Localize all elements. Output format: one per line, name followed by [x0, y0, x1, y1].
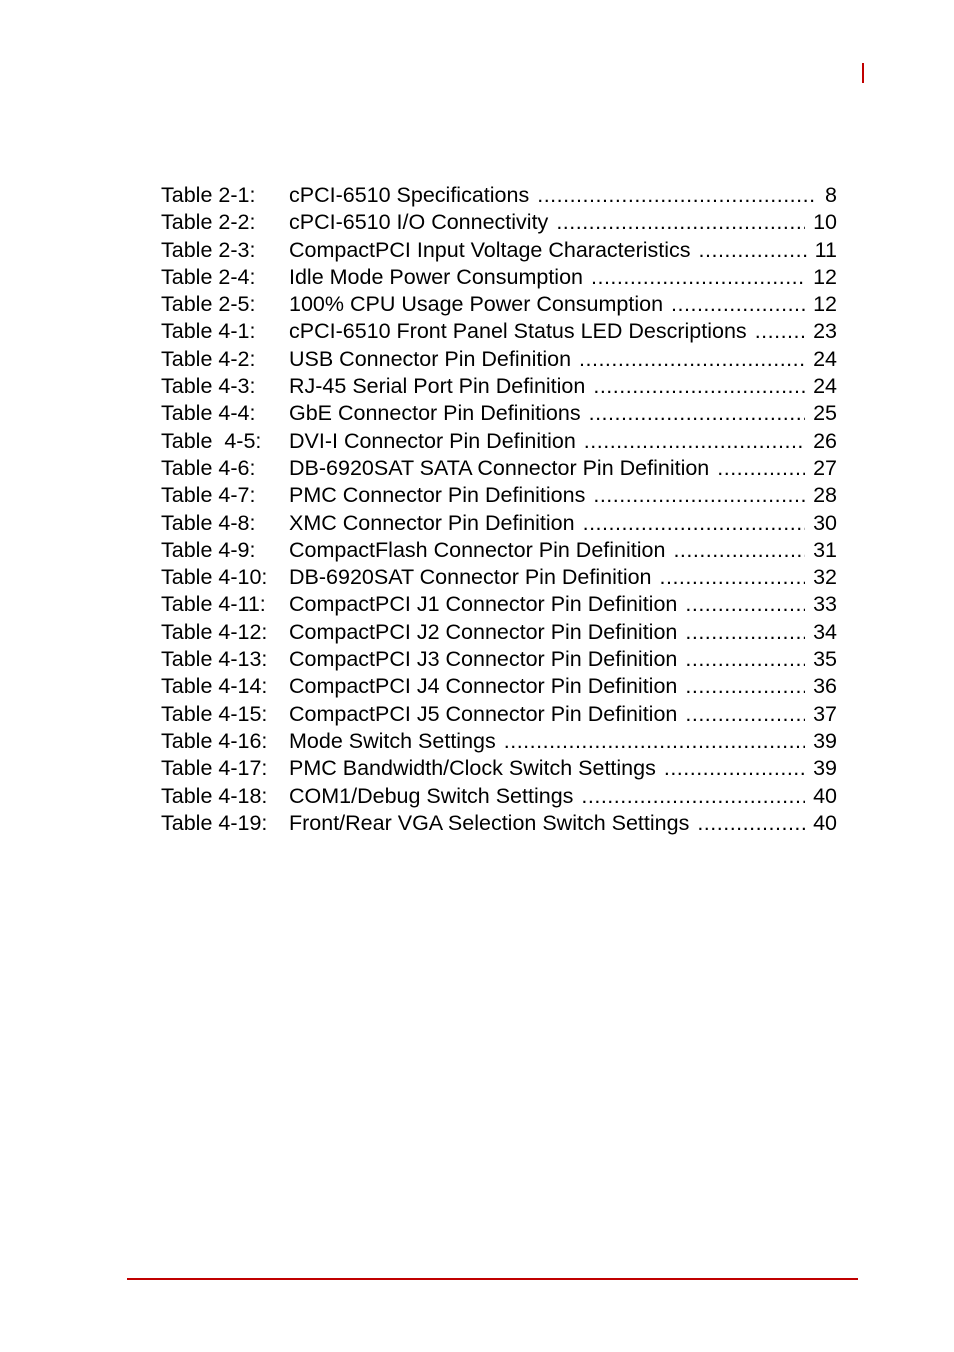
toc-entry-label: Table 4-12:: [161, 619, 268, 644]
toc-dot-leader: [664, 755, 805, 782]
toc-entry-page: 11: [814, 237, 837, 262]
header-marker: [862, 63, 864, 83]
toc-entry[interactable]: [161, 646, 837, 673]
toc-dot-leader: [593, 373, 805, 400]
toc-entry-title: cPCI-6510 Specifications: [289, 183, 530, 207]
toc-entry-page: 39: [813, 756, 837, 781]
toc-entry-label: Table 4-13:: [161, 647, 268, 672]
toc-dot-leader: [589, 400, 805, 427]
toc-entry-label: Table 4-16:: [161, 728, 268, 753]
toc-entry-label: Table 4-9:: [161, 537, 256, 562]
toc-entry-title: Mode Switch Settings: [289, 728, 496, 753]
toc-entry-title: CompactPCI Input Voltage Characteristics: [289, 237, 691, 262]
toc-entry-title: CompactPCI J5 Connector Pin Definition: [289, 701, 678, 726]
toc-dot-leader: [584, 428, 805, 455]
footer-rule: [127, 1278, 858, 1280]
toc-dot-leader: [660, 564, 806, 591]
list-of-tables: [161, 182, 837, 837]
toc-entry-label: Table 4-3:: [161, 374, 256, 399]
toc-entry-page: 40: [813, 810, 837, 835]
toc-entry-title: DB-6920SAT Connector Pin Definition: [289, 565, 652, 590]
toc-entry[interactable]: [161, 318, 837, 345]
toc-entry[interactable]: [161, 783, 837, 810]
toc-dot-leader: [685, 646, 805, 673]
toc-entry-page: 12: [813, 292, 837, 317]
toc-dot-leader: [556, 209, 805, 236]
toc-entry-label: Table 4-4:: [161, 401, 256, 426]
toc-dot-leader: [685, 591, 805, 618]
toc-entry-title: cPCI-6510 Front Panel Status LED Descriptions: [289, 319, 747, 344]
toc-entry-title: RJ-45 Serial Port Pin Definition: [289, 374, 586, 399]
toc-dot-leader: [755, 318, 805, 345]
toc-entry-label: Table 4-7:: [161, 483, 256, 508]
toc-entry-title: GbE Connector Pin Definitions: [289, 401, 581, 426]
toc-entry[interactable]: [161, 537, 837, 564]
toc-entry[interactable]: [161, 373, 837, 400]
toc-entry-page: 24: [813, 346, 837, 371]
toc-entry[interactable]: [161, 264, 837, 291]
toc-entry-page: 31: [813, 537, 837, 562]
toc-dot-leader: [581, 783, 805, 810]
toc-entry-title: CompactFlash Connector Pin Definition: [289, 537, 666, 562]
toc-entry[interactable]: [161, 237, 837, 264]
toc-dot-leader: [699, 237, 807, 264]
toc-entry-page: 28: [813, 483, 837, 508]
toc-entry-title: CompactPCI J4 Connector Pin Definition: [289, 674, 678, 699]
toc-entry[interactable]: [161, 455, 837, 482]
toc-entry-label: Table 4-6:: [161, 455, 256, 480]
toc-entry[interactable]: [161, 564, 837, 591]
toc-entry-title: CompactPCI J3 Connector Pin Definition: [289, 647, 678, 672]
toc-entry-title: Idle Mode Power Consumption: [289, 264, 583, 289]
toc-entry-title: PMC Bandwidth/Clock Switch Settings: [289, 756, 656, 781]
toc-dot-leader: [685, 619, 805, 646]
toc-dot-leader: [685, 701, 805, 728]
toc-entry[interactable]: [161, 482, 837, 509]
toc-entry-page: 12: [813, 264, 837, 289]
toc-entry-page: 36: [813, 674, 837, 699]
toc-entry-page: 32: [813, 565, 837, 590]
toc-entry-label: Table 4-11:: [161, 592, 266, 617]
toc-entry[interactable]: [161, 510, 837, 537]
toc-entry[interactable]: [161, 728, 837, 755]
toc-entry-page: 23: [813, 319, 837, 344]
toc-entry[interactable]: [161, 209, 837, 236]
toc-entry-label: Table 4-17:: [161, 756, 268, 781]
toc-entry-label: Table 2-5:: [161, 292, 256, 317]
toc-entry-label: Table 4-5:: [161, 428, 262, 453]
toc-entry-label: Table 4-10:: [161, 565, 268, 590]
toc-dot-leader: [685, 673, 805, 700]
toc-entry[interactable]: [161, 701, 837, 728]
toc-entry-title: PMC Connector Pin Definitions: [289, 483, 586, 508]
toc-dot-leader: [717, 455, 805, 482]
toc-entry-title: CompactPCI J2 Connector Pin Definition: [289, 619, 678, 644]
toc-entry-page: 34: [813, 619, 837, 644]
toc-entry-title: 100% CPU Usage Power Consumption: [289, 292, 664, 317]
toc-dot-leader: [579, 346, 805, 373]
toc-entry-page: 37: [813, 701, 837, 726]
toc-entry-title: DVI-I Connector Pin Definition: [289, 428, 576, 453]
toc-entry-page: 24: [813, 374, 837, 399]
toc-entry-label: Table 4-1:: [161, 319, 256, 344]
toc-entry-title: XMC Connector Pin Definition: [289, 510, 575, 535]
toc-entry[interactable]: [161, 400, 837, 427]
toc-entry-page: 27: [813, 455, 837, 480]
toc-entry-title: DB-6920SAT SATA Connector Pin Definition: [289, 455, 710, 480]
toc-entry-label: Table 2-3:: [161, 237, 256, 262]
toc-entry[interactable]: [161, 619, 837, 646]
toc-entry-label: Table 4-8:: [161, 510, 256, 535]
toc-entry[interactable]: [161, 346, 837, 373]
toc-entry-label: Table 4-14:: [161, 674, 268, 699]
toc-entry-label: Table 2-4:: [161, 264, 256, 289]
toc-entry-label: Table 4-19:: [161, 810, 268, 835]
toc-entry-title: Front/Rear VGA Selection Switch Settings: [289, 810, 690, 835]
toc-entry-title: CompactPCI J1 Connector Pin Definition: [289, 592, 678, 617]
toc-entry-title: USB Connector Pin Definition: [289, 346, 572, 371]
toc-entry-label: Table 4-18:: [161, 783, 268, 808]
toc-dot-leader: [537, 182, 817, 209]
toc-entry-page: 30: [813, 510, 837, 535]
toc-entry[interactable]: [161, 182, 837, 209]
toc-entry-label: Table 4-15:: [161, 701, 268, 726]
toc-entry-page: 26: [813, 428, 837, 453]
toc-entry-page: 10: [813, 210, 837, 235]
toc-dot-leader: [504, 728, 805, 755]
toc-entry-title: cPCI-6510 I/O Connectivity: [289, 210, 549, 235]
toc-entry[interactable]: [161, 810, 837, 837]
toc-entry[interactable]: [161, 591, 837, 618]
toc-entry-page: 39: [813, 728, 837, 753]
toc-entry-page: 40: [813, 783, 837, 808]
toc-entry-page: 25: [813, 401, 837, 426]
toc-entry[interactable]: [161, 755, 837, 782]
toc-dot-leader: [583, 510, 805, 537]
toc-entry[interactable]: [161, 428, 837, 455]
toc-dot-leader: [697, 810, 805, 837]
toc-entry-page: 8: [825, 183, 837, 207]
toc-dot-leader: [673, 537, 805, 564]
toc-entry[interactable]: [161, 673, 837, 700]
toc-entry[interactable]: [161, 291, 837, 318]
toc-entry-label: Table 2-2:: [161, 210, 256, 235]
toc-dot-leader: [671, 291, 805, 318]
toc-entry-label: Table 2-1:: [161, 183, 256, 207]
toc-entry-label: Table 4-2:: [161, 346, 256, 371]
toc-entry-page: 33: [813, 592, 837, 617]
toc-dot-leader: [591, 264, 805, 291]
toc-entry-title: COM1/Debug Switch Settings: [289, 783, 574, 808]
toc-dot-leader: [593, 482, 805, 509]
toc-entry-page: 35: [813, 647, 837, 672]
